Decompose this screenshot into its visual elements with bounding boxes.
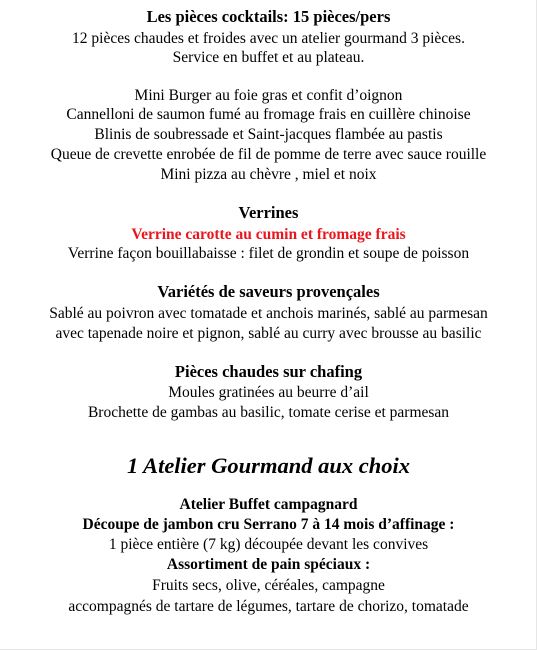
cocktail-item: Queue de crevette enrobée de fil de pomme de terre avec sauce rouille [50,146,487,163]
atelier-pains-list: Fruits secs, olive, céréales, campagne [152,577,385,594]
verrines-highlight: Verrine carotte au cumin et fromage frais [131,226,406,243]
atelier-title: 1 Atelier Gourmand aux choix [127,453,410,478]
provencales-heading: Variétés de saveurs provençales [157,282,380,301]
cocktails-intro-1: 12 pièces chaudes et froides avec un atelier gourmand 3 pièces. [72,30,465,47]
cocktail-item: Cannelloni de saumon fumé au fromage frais en cuillère chinoise [66,106,471,123]
chafing-item-1: Moules gratinées au beurre d’ail [168,384,369,401]
cocktails-heading: Les pièces cocktails: 15 pièces/pers [146,7,391,26]
cocktails-intro-2: Service en buffet et au plateau. [172,49,365,66]
atelier-accompagnement: accompagnés de tartare de légumes, tartare de chorizo, tomatade [68,598,469,615]
provencales-line-2: avec tapenade noire et pignon, sablé au curry avec brousse au basilic [55,325,482,342]
chafing-item-2: Brochette de gambas au basilic, tomate cerise et parmesan [87,404,450,421]
cocktail-item: Mini pizza au chèvre , miel et noix [160,166,377,183]
atelier-pains-heading: Assortiment de pain spéciaux : [166,556,371,573]
atelier-subtitle: Atelier Buffet campagnard [179,496,358,513]
verrines-heading: Verrines [238,203,299,222]
verrines-item: Verrine façon bouillabaisse : filet de grondin et soupe de poisson [67,245,470,262]
cocktail-item: Mini Burger au foie gras et confit d’oignon [134,87,403,104]
cocktail-item: Blinis de soubressade et Saint-jacques flambée au pastis [94,126,443,143]
provencales-line-1: Sablé au poivron avec tomatade et anchois marinés, sablé au parmesan [49,305,488,322]
atelier-piece: 1 pièce entière (7 kg) découpée devant les convives [108,536,429,553]
atelier-decoupe: Découpe de jambon cru Serrano 7 à 14 mois d’affinage : [82,516,455,533]
chafing-heading: Pièces chaudes sur chafing [174,362,363,381]
